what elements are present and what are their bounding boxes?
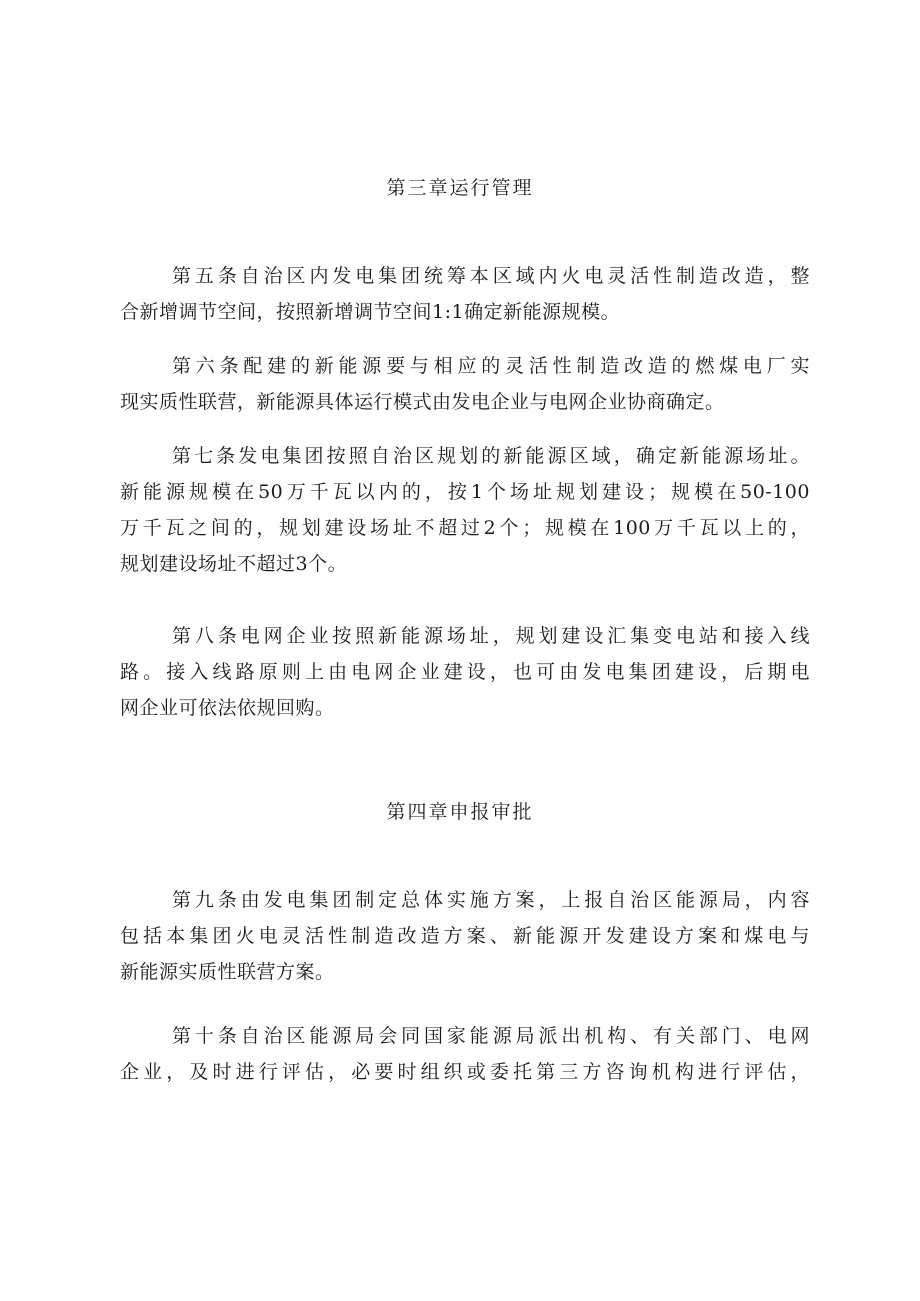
article-7-line-2: 新能源规模在50万千瓦以内的，按1个场址规划建设；规模在50-100 [120,481,810,503]
article-8 [120,618,810,726]
article-8-line-1: 第八条电网企业按照新能源场址，规划建设汇集变电站和接入线 [172,625,810,647]
article-10 [120,1018,810,1090]
article-8-line-2: 路。接入线路原则上由电网企业建设，也可由发电集团建设，后期电 [120,661,810,683]
article-6-line-1: 第六条配建的新能源要与相应的灵活性制造改造的燃煤电厂实 [172,355,810,377]
article-9-line-2: 包括本集团火电灵活性制造改造方案、新能源开发建设方案和煤电与 [120,925,810,947]
article-9-line-1: 第九条由发电集团制定总体实施方案，上报自治区能源局，内容 [172,889,810,911]
article-10-line-1: 第十条自治区能源局会同国家能源局派出机构、有关部门、电网 [172,1025,810,1047]
article-7 [120,438,810,582]
article-7-line-4: 规划建设场址不超过3个。 [120,553,348,575]
article-7-line-3: 万千瓦之间的，规划建设场址不超过2个；规模在100万千瓦以上的， [120,517,810,539]
article-9 [120,882,810,990]
article-5-line-2: 合新增调节空间，按照新增调节空间1:1确定新能源规模。 [120,301,621,323]
article-6-line-2: 现实质性联营，新能源具体运行模式由发电企业与电网企业协商确定。 [120,391,725,413]
article-7-line-1: 第七条发电集团按照自治区规划的新能源区域，确定新能源场址。 [172,445,810,467]
article-10-line-2: 企业，及时进行评估，必要时组织或委托第三方咨询机构进行评估， [120,1061,810,1083]
chapter-4-title: 第四章申报审批 [386,801,534,823]
article-6 [120,348,810,420]
article-5 [120,258,810,330]
article-9-line-3: 新能源实质性联营方案。 [120,961,335,983]
article-8-line-3: 网企业可依法依规回购。 [120,697,335,719]
article-5-line-1: 第五条自治区内发电集团统筹本区域内火电灵活性制造改造，整 [172,265,810,287]
chapter-3-title: 第三章运行管理 [386,177,534,199]
